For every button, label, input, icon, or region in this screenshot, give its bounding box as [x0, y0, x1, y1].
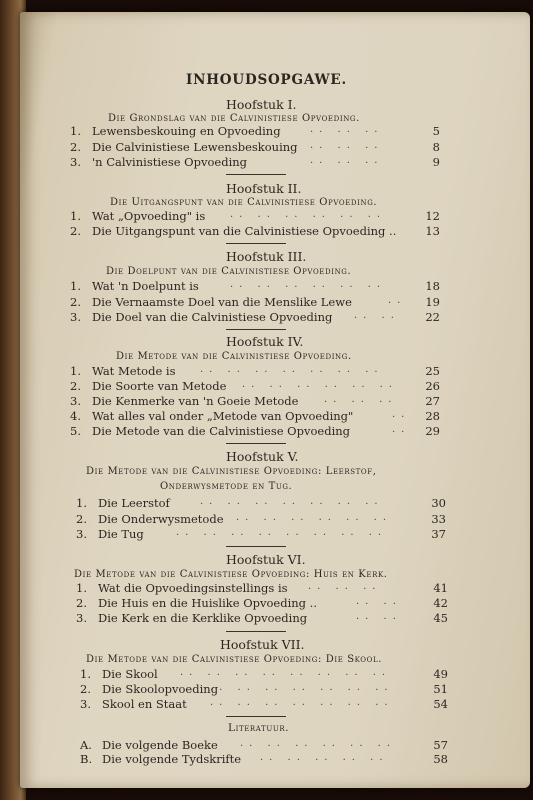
entry-number: 1.	[70, 279, 81, 293]
chapter-subtitle: Die Grondslag van die Calvinistiese Opvoeding.	[108, 113, 360, 124]
divider	[226, 546, 286, 547]
page-number: 13	[425, 224, 440, 238]
entry-number: 1.	[76, 581, 87, 595]
divider	[226, 631, 286, 632]
page-number: 9	[432, 155, 440, 169]
entry-title: Die Calvinistiese Lewensbeskouing	[92, 140, 298, 154]
divider	[226, 716, 286, 717]
entry-number: A.	[80, 738, 92, 752]
entry-number: 4.	[70, 409, 81, 423]
page-number: 49	[433, 667, 448, 681]
leader-dots: .. .. ..	[324, 394, 398, 405]
entry-title: Die Soorte van Metode	[92, 379, 227, 393]
entry-title: Wat Metode is	[92, 364, 176, 378]
page-number: 45	[433, 611, 448, 625]
leader-dots: .. .. .. .. ..	[260, 752, 389, 763]
page-title: INHOUDSOPGAWE.	[186, 72, 347, 88]
entry-title: Die Metode van die Calvinistiese Opvoeding	[92, 424, 351, 438]
chapter-subtitle: Die Doelpunt van die Calvinistiese Opvoeding.	[106, 266, 352, 277]
chapter-heading: Hoofstuk II.	[226, 181, 302, 196]
entry-title: Skool en Staat	[102, 697, 187, 711]
leader-dots: .. ..	[354, 310, 400, 321]
entry-number: 1.	[70, 124, 81, 138]
entry-number: 3.	[70, 394, 81, 408]
entry-title: Die Uitgangspunt van die Calvinistiese Opvoeding ..	[92, 224, 397, 238]
page-number: 37	[431, 527, 446, 541]
chapter-subtitle: Die Metode van die Calvinistiese Opvoeding.	[116, 351, 352, 362]
leader-dots: .. .. ..	[310, 140, 384, 151]
leader-dots: .. .. .. .. .. .. .. ..	[180, 667, 392, 678]
page-number: 22	[425, 310, 440, 324]
chapter-heading: Hoofstuk III.	[226, 249, 307, 264]
entry-number: 1.	[80, 667, 91, 681]
entry-title: Die volgende Tydskrifte	[102, 752, 242, 766]
chapter-subtitle: Die Metode van die Calvinistiese Opvoeding: Leerstof,	[86, 466, 377, 477]
literature-heading: Literatuur.	[228, 722, 290, 734]
entry-title: 'n Calvinistiese Opvoeding	[92, 155, 248, 169]
entry-title: Wat 'n Doelpunt is	[92, 279, 199, 293]
page-number: 57	[433, 738, 448, 752]
leader-dots: .. .. .. .. .. .. ..	[210, 697, 394, 708]
page-number: 19	[425, 295, 440, 309]
entry-title: Die Onderwysmetode	[98, 512, 224, 526]
entry-title: Die Tug	[98, 527, 144, 541]
chapter-heading: Hoofstuk VII.	[220, 637, 305, 652]
entry-number: 2.	[70, 379, 81, 393]
entry-number: B.	[80, 752, 93, 766]
chapter-subtitle: Die Metode van die Calvinistiese Opvoeding: Huis en Kerk.	[74, 569, 388, 580]
page-number: 25	[425, 364, 440, 378]
leader-dots: .. .. ..	[310, 155, 384, 166]
entry-title: Die Skool	[102, 667, 158, 681]
page-number: 28	[425, 409, 440, 423]
entry-number: 5.	[70, 424, 81, 438]
entry-number: 2.	[80, 682, 91, 696]
entry-number: 1.	[76, 496, 87, 510]
entry-title: Die Vernaamste Doel van die Menslike Lewe	[92, 295, 352, 309]
divider	[226, 329, 286, 330]
page-number: 54	[433, 697, 448, 711]
entry-title: Die Skoolopvoeding	[102, 682, 219, 696]
entry-number: 2.	[70, 224, 81, 238]
leader-dots: .. .. .. .. .. .. .. ..	[176, 527, 388, 538]
chapter-heading: Hoofstuk I.	[226, 97, 297, 112]
entry-title: Die Kenmerke van 'n Goeie Metode	[92, 394, 299, 408]
leader-dots: .. ..	[356, 611, 402, 622]
divider	[226, 243, 286, 244]
entry-number: 2.	[76, 596, 87, 610]
page-number: 58	[433, 752, 448, 766]
page-number: 30	[431, 496, 446, 510]
chapter-subtitle-continued: Onderwysmetode en Tug.	[160, 481, 293, 492]
divider	[226, 174, 286, 175]
entry-title: Die volgende Boeke	[102, 738, 218, 752]
entry-title: Die Kerk en die Kerklike Opvoeding	[98, 611, 308, 625]
page-number: 29	[425, 424, 440, 438]
page-number: 8	[432, 140, 440, 154]
leader-dots: .. .. .. .. .. ..	[240, 738, 397, 749]
entry-title: Wat alles val onder „Metode van Opvoeding"	[92, 409, 354, 423]
chapter-subtitle: Die Metode van die Calvinistiese Opvoeding: Die Skool.	[86, 654, 382, 665]
entry-number: 2.	[70, 140, 81, 154]
entry-title: Lewensbeskouing en Opvoeding	[92, 124, 281, 138]
leader-dots: .. .. .. .. .. .. ..	[210, 682, 394, 693]
page-number: 12	[425, 209, 440, 223]
entry-title: Wat „Opvoeding" is	[92, 209, 206, 223]
entry-title: Die Huis en die Huislike Opvoeding ..	[98, 596, 317, 610]
page-number: 27	[425, 394, 440, 408]
page-number: 18	[425, 279, 440, 293]
leader-dots: ..	[392, 424, 411, 435]
chapter-heading: Hoofstuk VI.	[226, 552, 306, 567]
leader-dots: .. .. .. .. .. ..	[230, 279, 387, 290]
entry-number: 1.	[70, 364, 81, 378]
leader-dots: .. .. .. .. .. ..	[230, 209, 387, 220]
page-number: 42	[433, 596, 448, 610]
entry-title: Die Leerstof	[98, 496, 170, 510]
leader-dots: .. .. ..	[308, 581, 382, 592]
chapter-heading: Hoofstuk V.	[226, 449, 299, 464]
entry-number: 3.	[70, 310, 81, 324]
divider	[226, 443, 286, 444]
chapter-heading: Hoofstuk IV.	[226, 334, 304, 349]
entry-number: 3.	[76, 611, 87, 625]
page-number: 26	[425, 379, 440, 393]
chapter-subtitle: Die Uitgangspunt van die Calvinistiese Opvoeding.	[110, 197, 378, 208]
leader-dots: .. .. .. .. .. .. ..	[200, 496, 384, 507]
entry-number: 2.	[76, 512, 87, 526]
page-number: 33	[431, 512, 446, 526]
leader-dots: .. .. .. .. .. .. ..	[200, 364, 384, 375]
leader-dots: .. .. .. .. .. ..	[236, 512, 393, 523]
leader-dots: .. ..	[356, 596, 402, 607]
leader-dots: ..	[392, 409, 411, 420]
leader-dots: ..	[388, 295, 407, 306]
entry-title: Wat die Opvoedingsinstellings is	[98, 581, 288, 595]
entry-number: 2.	[70, 295, 81, 309]
entry-number: 3.	[70, 155, 81, 169]
entry-number: 1.	[70, 209, 81, 223]
page-number: 51	[433, 682, 448, 696]
leader-dots: .. .. ..	[310, 124, 384, 135]
page-number: 5	[432, 124, 440, 138]
entry-number: 3.	[76, 527, 87, 541]
entry-number: 3.	[80, 697, 91, 711]
entry-title: Die Doel van die Calvinistiese Opvoeding	[92, 310, 333, 324]
leader-dots: .. .. .. .. .. ..	[242, 379, 399, 390]
page-number: 41	[433, 581, 448, 595]
